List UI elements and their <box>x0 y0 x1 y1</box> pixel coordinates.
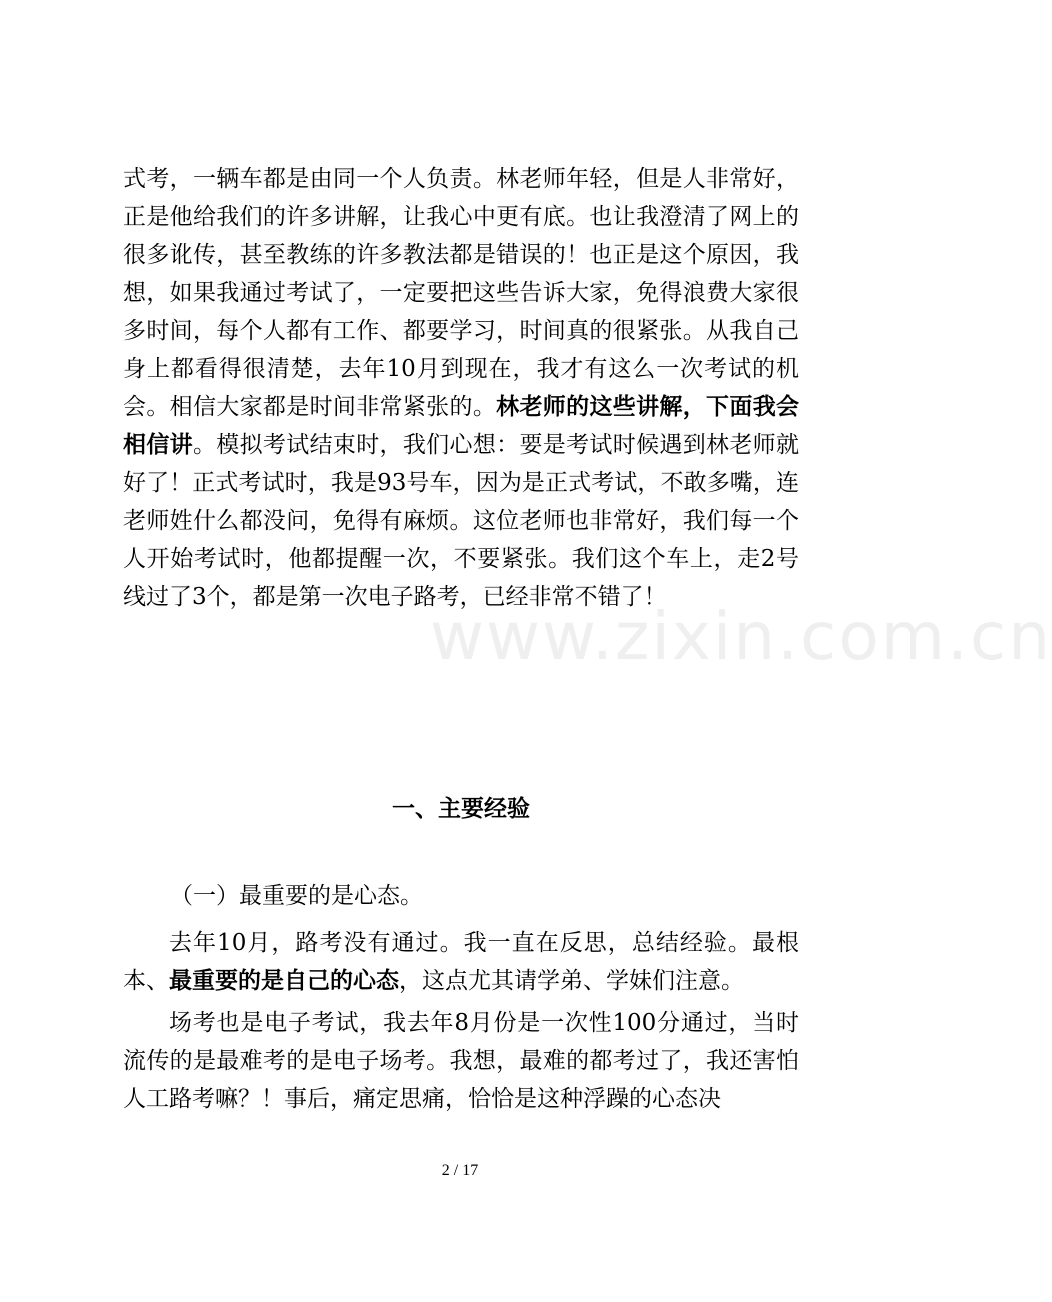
paragraph-mindset-part1: 去年10月，路考没有通过。我一直在反思，总结经验。最根本、 <box>123 930 799 994</box>
paragraph-mindset-bold: 最重要的是自己的心态 <box>169 968 399 994</box>
paragraph-text-part1: 式考，一辆车都是由同一个人负责。林老师年轻，但是人非常好，正是他给我们的许多讲解，让我心中更有底。也让我澄清了网上的很多讹传，甚至教练的许多教法都是错误的！也正是这个原因，我想，如果我通过考试了，一定要把这些告诉大家，免得浪费大家很多时间，每个人都有工作、都要学习，时间真的很紧张。从我自己身上都看得很清楚，去年10月到现在，我才有这么一次考试的机会。相信大家都是时间非常紧张的。 <box>123 166 799 420</box>
paragraph-mindset <box>123 924 799 1000</box>
paragraph-group <box>123 924 799 1122</box>
paragraph-text-bold: 林老师的这些讲解，下面我会相信讲 <box>123 394 800 458</box>
paragraph-intro <box>123 160 799 616</box>
section-heading: 一、主要经验 <box>392 796 530 822</box>
paragraph-text <box>123 160 799 616</box>
page-number: 2 / 17 <box>441 1162 479 1179</box>
watermark-text: www.zixin.com.cn <box>430 598 1052 675</box>
paragraph-field-test: 场考也是电子考试，我去年8月份是一次性100分通过，当时流传的是最难考的是电子场考。我想，最难的都考过了，我还害怕人工路考嘛？！事后，痛定思痛，恰恰是这种浮躁的心态决 <box>123 1010 799 1112</box>
sub-heading: （一）最重要的是心态。 <box>170 883 423 909</box>
paragraph-text-part2: 。模拟考试结束时，我们心想：要是考试时候遇到林老师就好了！正式考试时，我是93号车，因为是正式考试，不敢多嘴，连老师姓什么都没问，免得有麻烦。这位老师也非常好，我们每一个人开始考试时，他都提醒一次，不要紧张。我们这个车上，走2号线过了3个，都是第一次电子路考，已经非常不错了！ <box>123 432 800 610</box>
paragraph-mindset-part2: ，这点尤其请学弟、学妹们注意。 <box>399 968 744 994</box>
